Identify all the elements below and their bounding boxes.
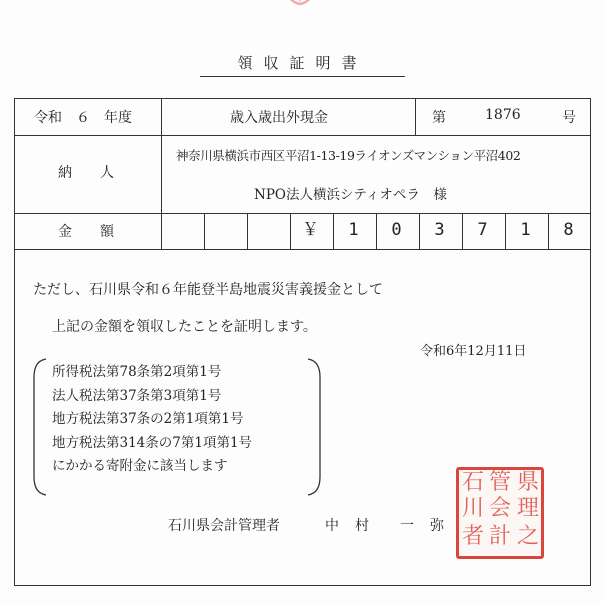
- row-divider: [15, 249, 590, 250]
- seal-character: 理: [517, 496, 540, 521]
- amount-digit: 3: [434, 220, 445, 240]
- amount-digit: [203, 213, 246, 248]
- law-line: にかかる寄附金に該当します: [52, 458, 228, 474]
- official-seal: [456, 467, 544, 559]
- receipt-number: 1876: [485, 107, 521, 123]
- law-line: 地方税法第37条の2第1項第1号: [52, 411, 244, 427]
- number-prefix: 第: [432, 110, 446, 126]
- seal-character: 県: [517, 470, 540, 495]
- purpose-line: ただし、石川県令和６年能登半島地震災害義援金として: [33, 282, 383, 298]
- number-suffix: 号: [562, 110, 576, 126]
- document-title: 領収証明書: [200, 52, 405, 77]
- seal-character: 川: [462, 496, 485, 521]
- seal-character: 会: [489, 496, 512, 521]
- header-divider: [415, 99, 416, 135]
- seal-character: 計: [489, 524, 512, 549]
- amount-digit: 8: [563, 220, 574, 240]
- amount-digit: 1: [348, 220, 359, 240]
- amount-digit: [246, 213, 289, 248]
- top-stamp-fragment: [282, 0, 318, 10]
- fiscal-year: 令和 ６ 年度: [34, 110, 132, 126]
- law-line: 地方税法第314条の7第1項第1号: [52, 434, 253, 451]
- issuer-name: 中 村 一 弥: [325, 518, 445, 534]
- row-divider: [15, 135, 590, 136]
- right-bracket: [306, 357, 324, 497]
- seal-character: 者: [462, 524, 485, 549]
- payer-name: NPO法人横浜シティオペラ 様: [254, 187, 447, 203]
- payer-address: 神奈川県横浜市西区平沼1-13-19ライオンズマンション平沼402: [176, 148, 521, 163]
- seal-character: 石: [462, 470, 485, 495]
- amount-digit: [160, 213, 203, 248]
- seal-character: 之: [517, 524, 540, 549]
- amount-label: 金 額: [58, 224, 114, 240]
- amount-digit: 1: [520, 220, 531, 240]
- amount-digit: 7: [477, 220, 488, 240]
- law-line: 所得税法第78条第2項第1号: [52, 364, 222, 380]
- law-line: 法人税法第37条第3項第1号: [52, 387, 222, 404]
- payer-label: 納 人: [58, 165, 114, 181]
- cash-category: 歳入歳出外現金: [230, 110, 328, 126]
- left-bracket: [30, 357, 48, 497]
- certification-line: 上記の金額を領収したことを証明します。: [52, 319, 317, 335]
- issue-date: 令和6年12月11日: [420, 344, 527, 359]
- law-references: [52, 361, 252, 479]
- yen-sign: ￥: [302, 220, 319, 240]
- issuer-title: 石川県会計管理者: [168, 518, 280, 534]
- amount-digit: 0: [391, 220, 402, 240]
- seal-character: 管: [489, 470, 512, 495]
